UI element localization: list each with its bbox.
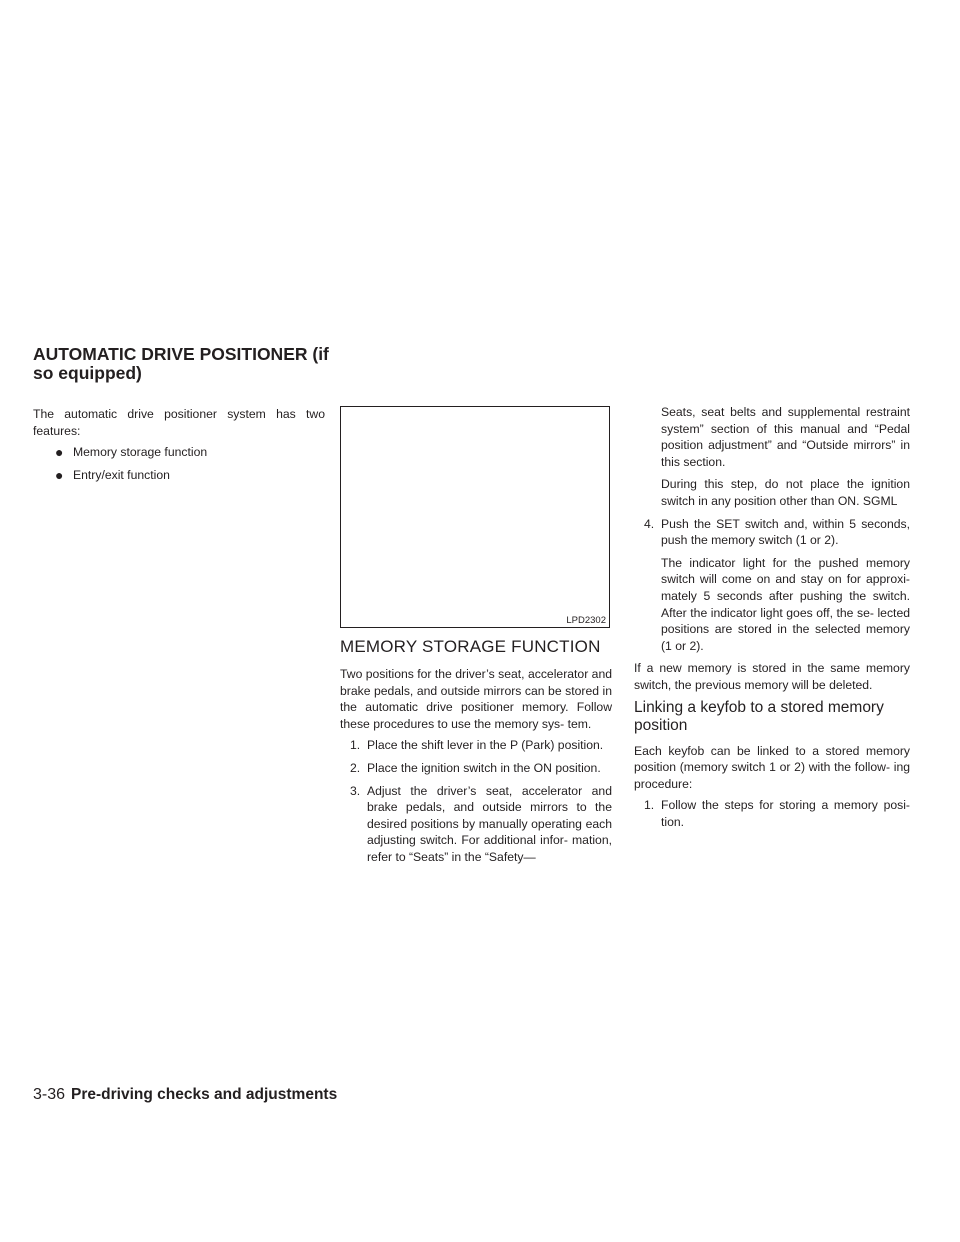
chapter-title: Pre-driving checks and adjustments [71,1086,338,1103]
step-number: 1. [350,738,361,753]
bullet-icon: ● [55,444,64,461]
list-item-label: Memory storage function [73,445,208,460]
list-item [33,467,325,484]
list-item [340,737,612,754]
memory-steps-list-continued [634,516,910,655]
bullet-icon: ● [55,466,64,483]
memory-storage-intro: Two positions for the driver’s seat, accelerator and brake pedals, and outside mirrors can be stored in the automatic drive positioner memory. Follow these procedures to use the memory sys- tem. [340,667,612,731]
section-title: AUTOMATIC DRIVE POSITIONER (if so equipped) [33,344,329,383]
list-item [33,444,325,461]
step-text: Follow the steps for storing a memory posi- tion. [661,798,910,829]
step-text: Place the ignition switch in the ON position. [367,760,601,775]
step-text: Place the shift lever in the P (Park) position. [367,738,604,753]
step-text: Adjust the driver’s seat, accelerator and brake pedals, and outside mirrors to the desired positions by manually operating each adjusting switch. For additional infor- mation, refer to “Seats” in the “Safety— [367,783,612,864]
step-number: 1. [644,798,655,813]
column-left [33,406,325,489]
keyfob-heading: Linking a keyfob to a stored memory position [634,698,884,734]
intro-paragraph: The automatic drive positioner system has two features: [33,407,325,438]
step-note: The indicator light for the pushed memory switch will come on and stay on for approxi- mately 5 seconds after pushing the switch. After the indicator light goes off, the se- lected positions are stored in the selected memory (1 or 2). [661,555,910,653]
memory-steps-list [340,737,612,865]
keyfob-steps-list [634,797,910,830]
closing-paragraph: If a new memory is stored in the same memory switch, the previous memory will be deleted. [634,661,910,692]
list-item-label: Entry/exit function [73,467,170,482]
keyfob-intro: Each keyfob can be linked to a stored memory position (memory switch 1 or 2) with the follow- ing procedure: [634,743,910,791]
step-text: Push the SET switch and, within 5 seconds, push the memory switch (1 or 2). [661,516,910,548]
list-item [634,516,910,655]
memory-storage-heading: MEMORY STORAGE FUNCTION [340,637,601,656]
step3-continued: Seats, seat belts and supplemental restraint system” section of this manual and “Pedal position adjustment” and “Outside mirrors” in this section. [661,405,910,469]
step-number: 3. [350,783,361,798]
page-footer [33,1085,337,1105]
step-number: 2. [350,760,361,775]
page-number: 3-36 [33,1086,66,1103]
list-item [340,783,612,866]
list-item [340,760,612,777]
list-item [634,797,910,830]
feature-list [33,444,325,483]
figure-placeholder [340,406,610,628]
column-middle [340,406,612,872]
figure-code: LPD2302 [566,615,606,626]
column-right [634,404,910,836]
step3-note: During this step, do not place the ignition switch in any position other than ON. SGML [661,477,910,508]
step-number: 4. [644,516,655,531]
